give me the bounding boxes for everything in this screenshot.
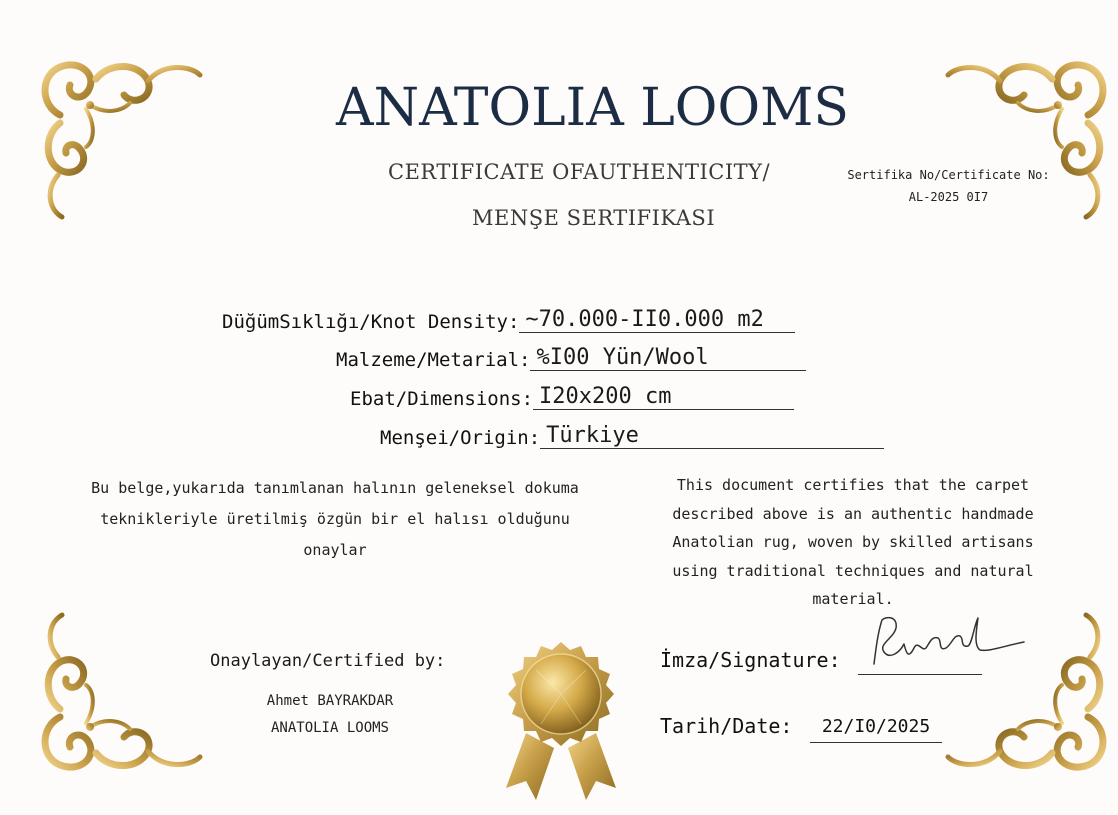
- field-value: Türkiye: [540, 424, 884, 449]
- certificate-subtitle-en: CERTIFICATE OFAUTHENTICITY/: [388, 160, 771, 184]
- field-label: Ebat/Dimensions:: [350, 388, 534, 410]
- field-value: I20x200 cm: [533, 385, 794, 410]
- signature-line: [858, 674, 982, 675]
- ornamental-corner-icon: [30, 45, 250, 255]
- ornamental-corner-icon: [30, 577, 250, 787]
- gold-seal-icon: [496, 638, 626, 807]
- statement-turkish: Bu belge,yukarıda tanımlanan halının geleneksel dokuma teknikleriyle üretilmiş özgün bir el halısı olduğunu onaylar: [91, 479, 579, 559]
- field-origin: [380, 424, 884, 449]
- ornamental-corner-icon: [898, 45, 1118, 255]
- signature-scribble-icon: [864, 612, 1029, 678]
- date-value: 22/I0/2025: [810, 716, 942, 743]
- certificate-number: [836, 164, 1061, 208]
- field-dimensions: [350, 385, 794, 410]
- signer-company: ANATOLIA LOOMS: [270, 720, 389, 736]
- field-label: Menşei/Origin:: [380, 427, 541, 449]
- certified-by-label: Onaylayan/Certified by:: [210, 651, 446, 671]
- field-value: ~70.000-II0.000 m2: [519, 308, 795, 333]
- certificate-subtitle-tr: MENŞE SERTIFIKASI: [472, 206, 716, 230]
- signature-label: İmza/Signature:: [660, 648, 841, 672]
- certificate-number-label: Sertifika No/Certificate No:: [847, 168, 1050, 182]
- brand-title: ANATOLIA LOOMS: [336, 78, 849, 138]
- field-knot-density: [222, 308, 795, 333]
- signer-name: Ahmet BAYRAKDAR: [266, 693, 394, 709]
- statement-english: This document certifies that the carpet described above is an authentic handmade Anatolian rug, woven by skilled artisans using traditional techniques and natural material.: [672, 476, 1034, 608]
- field-value: %I00 Yün/Wool: [530, 346, 806, 371]
- certificate-number-value: AL-2025 0I7: [908, 190, 989, 204]
- field-label: Malzeme/Metarial:: [336, 349, 531, 371]
- signer-block: [240, 688, 420, 742]
- field-material: [336, 346, 806, 371]
- field-label: DüğümSıklığı/Knot Density:: [222, 311, 520, 333]
- date-label: Tarih/Date:: [660, 714, 793, 738]
